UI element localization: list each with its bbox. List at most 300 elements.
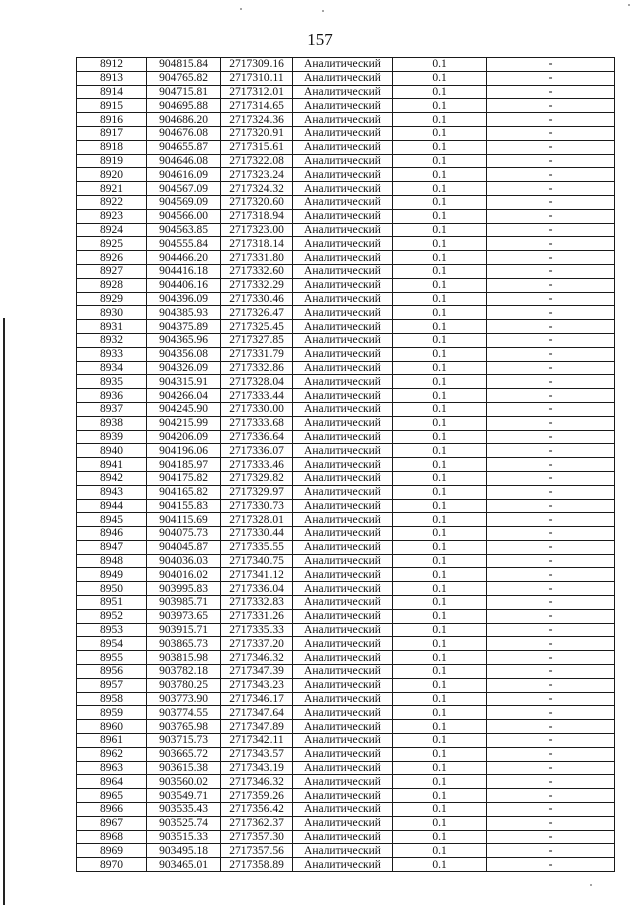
- method-cell: Аналитический: [293, 499, 393, 513]
- table-row: [77, 126, 615, 140]
- x-coordinate-cell: 904045.87: [147, 540, 221, 554]
- note-cell: -: [487, 651, 615, 665]
- x-coordinate-cell: 904616.09: [147, 168, 221, 182]
- table-row: [77, 761, 615, 775]
- note-cell: -: [487, 637, 615, 651]
- table-row: [77, 651, 615, 665]
- table-row: [77, 168, 615, 182]
- table-row: [77, 471, 615, 485]
- x-coordinate-cell: 904075.73: [147, 527, 221, 541]
- x-coordinate-cell: 903782.18: [147, 665, 221, 679]
- error-cell: 0.1: [393, 306, 487, 320]
- note-cell: -: [487, 609, 615, 623]
- y-coordinate-cell: 2717347.64: [221, 706, 293, 720]
- point-number-cell: 8927: [77, 264, 147, 278]
- error-cell: 0.1: [393, 113, 487, 127]
- method-cell: Аналитический: [293, 99, 393, 113]
- method-cell: Аналитический: [293, 582, 393, 596]
- note-cell: -: [487, 140, 615, 154]
- table-row: [77, 444, 615, 458]
- method-cell: Аналитический: [293, 195, 393, 209]
- table-row: [77, 99, 615, 113]
- error-cell: 0.1: [393, 320, 487, 334]
- y-coordinate-cell: 2717328.01: [221, 513, 293, 527]
- x-coordinate-cell: 903765.98: [147, 720, 221, 734]
- error-cell: 0.1: [393, 609, 487, 623]
- method-cell: Аналитический: [293, 140, 393, 154]
- method-cell: Аналитический: [293, 554, 393, 568]
- method-cell: Аналитический: [293, 775, 393, 789]
- method-cell: Аналитический: [293, 85, 393, 99]
- x-coordinate-cell: 903815.98: [147, 651, 221, 665]
- note-cell: -: [487, 747, 615, 761]
- error-cell: 0.1: [393, 499, 487, 513]
- method-cell: Аналитический: [293, 237, 393, 251]
- x-coordinate-cell: 903615.38: [147, 761, 221, 775]
- error-cell: 0.1: [393, 830, 487, 844]
- x-coordinate-cell: 904115.69: [147, 513, 221, 527]
- y-coordinate-cell: 2717347.39: [221, 665, 293, 679]
- error-cell: 0.1: [393, 402, 487, 416]
- error-cell: 0.1: [393, 71, 487, 85]
- error-cell: 0.1: [393, 223, 487, 237]
- x-coordinate-cell: 904396.09: [147, 292, 221, 306]
- point-number-cell: 8961: [77, 734, 147, 748]
- y-coordinate-cell: 2717328.04: [221, 375, 293, 389]
- note-cell: -: [487, 71, 615, 85]
- method-cell: Аналитический: [293, 623, 393, 637]
- point-number-cell: 8917: [77, 126, 147, 140]
- note-cell: -: [487, 761, 615, 775]
- method-cell: Аналитический: [293, 209, 393, 223]
- y-coordinate-cell: 2717327.85: [221, 333, 293, 347]
- x-coordinate-cell: 903774.55: [147, 706, 221, 720]
- note-cell: -: [487, 720, 615, 734]
- error-cell: 0.1: [393, 789, 487, 803]
- note-cell: -: [487, 513, 615, 527]
- x-coordinate-cell: 903780.25: [147, 678, 221, 692]
- y-coordinate-cell: 2717333.68: [221, 416, 293, 430]
- error-cell: 0.1: [393, 637, 487, 651]
- page-number: 157: [307, 30, 333, 49]
- method-cell: Аналитический: [293, 678, 393, 692]
- error-cell: 0.1: [393, 747, 487, 761]
- x-coordinate-cell: 904165.82: [147, 485, 221, 499]
- table-row: [77, 789, 615, 803]
- error-cell: 0.1: [393, 140, 487, 154]
- method-cell: Аналитический: [293, 278, 393, 292]
- table-row: [77, 747, 615, 761]
- table-row: [77, 113, 615, 127]
- error-cell: 0.1: [393, 126, 487, 140]
- error-cell: 0.1: [393, 761, 487, 775]
- x-coordinate-cell: 903495.18: [147, 844, 221, 858]
- method-cell: Аналитический: [293, 513, 393, 527]
- table-row: [77, 816, 615, 830]
- y-coordinate-cell: 2717330.46: [221, 292, 293, 306]
- table-row: [77, 540, 615, 554]
- y-coordinate-cell: 2717329.97: [221, 485, 293, 499]
- table-row: [77, 430, 615, 444]
- note-cell: -: [487, 444, 615, 458]
- table-row: [77, 499, 615, 513]
- table-row: [77, 692, 615, 706]
- point-number-cell: 8956: [77, 665, 147, 679]
- method-cell: Аналитический: [293, 320, 393, 334]
- y-coordinate-cell: 2717309.16: [221, 58, 293, 72]
- error-cell: 0.1: [393, 665, 487, 679]
- point-number-cell: 8963: [77, 761, 147, 775]
- point-number-cell: 8947: [77, 540, 147, 554]
- table-row: [77, 402, 615, 416]
- point-number-cell: 8952: [77, 609, 147, 623]
- table-row: [77, 347, 615, 361]
- x-coordinate-cell: 904563.85: [147, 223, 221, 237]
- scan-margin-bar: [3, 318, 5, 905]
- note-cell: -: [487, 195, 615, 209]
- table-row: [77, 554, 615, 568]
- error-cell: 0.1: [393, 58, 487, 72]
- y-coordinate-cell: 2717330.00: [221, 402, 293, 416]
- y-coordinate-cell: 2717310.11: [221, 71, 293, 85]
- x-coordinate-cell: 903865.73: [147, 637, 221, 651]
- table-row: [77, 458, 615, 472]
- note-cell: -: [487, 264, 615, 278]
- table-row: [77, 85, 615, 99]
- table-row: [77, 858, 615, 872]
- x-coordinate-cell: 904375.89: [147, 320, 221, 334]
- y-coordinate-cell: 2717333.46: [221, 458, 293, 472]
- note-cell: -: [487, 706, 615, 720]
- error-cell: 0.1: [393, 168, 487, 182]
- error-cell: 0.1: [393, 720, 487, 734]
- y-coordinate-cell: 2717356.42: [221, 803, 293, 817]
- error-cell: 0.1: [393, 554, 487, 568]
- point-number-cell: 8969: [77, 844, 147, 858]
- x-coordinate-cell: 904566.00: [147, 209, 221, 223]
- x-coordinate-cell: 903515.33: [147, 830, 221, 844]
- note-cell: -: [487, 223, 615, 237]
- point-number-cell: 8920: [77, 168, 147, 182]
- y-coordinate-cell: 2717326.47: [221, 306, 293, 320]
- method-cell: Аналитический: [293, 596, 393, 610]
- note-cell: -: [487, 554, 615, 568]
- y-coordinate-cell: 2717312.01: [221, 85, 293, 99]
- y-coordinate-cell: 2717343.57: [221, 747, 293, 761]
- error-cell: 0.1: [393, 458, 487, 472]
- error-cell: 0.1: [393, 416, 487, 430]
- note-cell: -: [487, 333, 615, 347]
- table-row: [77, 830, 615, 844]
- x-coordinate-cell: 904365.96: [147, 333, 221, 347]
- y-coordinate-cell: 2717332.86: [221, 361, 293, 375]
- method-cell: Аналитический: [293, 844, 393, 858]
- y-coordinate-cell: 2717324.36: [221, 113, 293, 127]
- x-coordinate-cell: 904385.93: [147, 306, 221, 320]
- method-cell: Аналитический: [293, 692, 393, 706]
- point-number-cell: 8951: [77, 596, 147, 610]
- method-cell: Аналитический: [293, 609, 393, 623]
- method-cell: Аналитический: [293, 803, 393, 817]
- method-cell: Аналитический: [293, 402, 393, 416]
- table-row: [77, 278, 615, 292]
- point-number-cell: 8949: [77, 568, 147, 582]
- table-row: [77, 416, 615, 430]
- x-coordinate-cell: 904815.84: [147, 58, 221, 72]
- table-row: [77, 223, 615, 237]
- note-cell: -: [487, 126, 615, 140]
- error-cell: 0.1: [393, 154, 487, 168]
- error-cell: 0.1: [393, 375, 487, 389]
- table-row: [77, 195, 615, 209]
- x-coordinate-cell: 903525.74: [147, 816, 221, 830]
- error-cell: 0.1: [393, 471, 487, 485]
- x-coordinate-cell: 903915.71: [147, 623, 221, 637]
- table-row: [77, 361, 615, 375]
- point-number-cell: 8948: [77, 554, 147, 568]
- y-coordinate-cell: 2717332.60: [221, 264, 293, 278]
- x-coordinate-cell: 904206.09: [147, 430, 221, 444]
- x-coordinate-cell: 904406.16: [147, 278, 221, 292]
- method-cell: Аналитический: [293, 113, 393, 127]
- y-coordinate-cell: 2717346.17: [221, 692, 293, 706]
- y-coordinate-cell: 2717330.44: [221, 527, 293, 541]
- point-number-cell: 8957: [77, 678, 147, 692]
- error-cell: 0.1: [393, 85, 487, 99]
- x-coordinate-cell: 904215.99: [147, 416, 221, 430]
- scan-speck: [322, 10, 324, 12]
- y-coordinate-cell: 2717323.00: [221, 223, 293, 237]
- note-cell: -: [487, 402, 615, 416]
- note-cell: -: [487, 416, 615, 430]
- x-coordinate-cell: 904315.91: [147, 375, 221, 389]
- error-cell: 0.1: [393, 527, 487, 541]
- coordinates-table: [76, 57, 615, 872]
- note-cell: -: [487, 596, 615, 610]
- x-coordinate-cell: 904356.08: [147, 347, 221, 361]
- error-cell: 0.1: [393, 251, 487, 265]
- table-row: [77, 706, 615, 720]
- error-cell: 0.1: [393, 237, 487, 251]
- point-number-cell: 8933: [77, 347, 147, 361]
- method-cell: Аналитический: [293, 830, 393, 844]
- error-cell: 0.1: [393, 582, 487, 596]
- point-number-cell: 8914: [77, 85, 147, 99]
- point-number-cell: 8950: [77, 582, 147, 596]
- table-row: [77, 306, 615, 320]
- point-number-cell: 8970: [77, 858, 147, 872]
- note-cell: -: [487, 803, 615, 817]
- y-coordinate-cell: 2717336.64: [221, 430, 293, 444]
- x-coordinate-cell: 904175.82: [147, 471, 221, 485]
- y-coordinate-cell: 2717325.45: [221, 320, 293, 334]
- table-row: [77, 637, 615, 651]
- y-coordinate-cell: 2717337.20: [221, 637, 293, 651]
- y-coordinate-cell: 2717331.80: [221, 251, 293, 265]
- x-coordinate-cell: 904569.09: [147, 195, 221, 209]
- y-coordinate-cell: 2717357.56: [221, 844, 293, 858]
- table-row: [77, 182, 615, 196]
- note-cell: -: [487, 678, 615, 692]
- x-coordinate-cell: 904646.08: [147, 154, 221, 168]
- method-cell: Аналитический: [293, 361, 393, 375]
- error-cell: 0.1: [393, 692, 487, 706]
- y-coordinate-cell: 2717335.33: [221, 623, 293, 637]
- y-coordinate-cell: 2717320.60: [221, 195, 293, 209]
- error-cell: 0.1: [393, 333, 487, 347]
- y-coordinate-cell: 2717336.07: [221, 444, 293, 458]
- note-cell: -: [487, 499, 615, 513]
- method-cell: Аналитический: [293, 430, 393, 444]
- note-cell: -: [487, 389, 615, 403]
- error-cell: 0.1: [393, 292, 487, 306]
- y-coordinate-cell: 2717341.12: [221, 568, 293, 582]
- note-cell: -: [487, 99, 615, 113]
- error-cell: 0.1: [393, 513, 487, 527]
- note-cell: -: [487, 430, 615, 444]
- x-coordinate-cell: 903465.01: [147, 858, 221, 872]
- x-coordinate-cell: 904016.02: [147, 568, 221, 582]
- error-cell: 0.1: [393, 844, 487, 858]
- note-cell: -: [487, 182, 615, 196]
- note-cell: -: [487, 306, 615, 320]
- y-coordinate-cell: 2717323.24: [221, 168, 293, 182]
- point-number-cell: 8968: [77, 830, 147, 844]
- table-row: [77, 320, 615, 334]
- x-coordinate-cell: 904567.09: [147, 182, 221, 196]
- table-row: [77, 720, 615, 734]
- note-cell: -: [487, 237, 615, 251]
- method-cell: Аналитический: [293, 471, 393, 485]
- method-cell: Аналитический: [293, 458, 393, 472]
- method-cell: Аналитический: [293, 444, 393, 458]
- table-row: [77, 775, 615, 789]
- x-coordinate-cell: 904196.06: [147, 444, 221, 458]
- coordinates-table-body: [77, 58, 615, 872]
- y-coordinate-cell: 2717332.29: [221, 278, 293, 292]
- point-number-cell: 8932: [77, 333, 147, 347]
- scan-speck: [590, 884, 592, 886]
- point-number-cell: 8913: [77, 71, 147, 85]
- point-number-cell: 8929: [77, 292, 147, 306]
- method-cell: Аналитический: [293, 720, 393, 734]
- error-cell: 0.1: [393, 596, 487, 610]
- x-coordinate-cell: 903995.83: [147, 582, 221, 596]
- table-row: [77, 389, 615, 403]
- point-number-cell: 8915: [77, 99, 147, 113]
- note-cell: -: [487, 58, 615, 72]
- y-coordinate-cell: 2717362.37: [221, 816, 293, 830]
- point-number-cell: 8919: [77, 154, 147, 168]
- table-row: [77, 665, 615, 679]
- note-cell: -: [487, 582, 615, 596]
- table-row: [77, 292, 615, 306]
- x-coordinate-cell: 904466.20: [147, 251, 221, 265]
- point-number-cell: 8944: [77, 499, 147, 513]
- table-row: [77, 582, 615, 596]
- error-cell: 0.1: [393, 734, 487, 748]
- method-cell: Аналитический: [293, 306, 393, 320]
- point-number-cell: 8934: [77, 361, 147, 375]
- point-number-cell: 8946: [77, 527, 147, 541]
- note-cell: -: [487, 113, 615, 127]
- point-number-cell: 8959: [77, 706, 147, 720]
- table-row: [77, 209, 615, 223]
- table-row: [77, 609, 615, 623]
- method-cell: Аналитический: [293, 71, 393, 85]
- point-number-cell: 8954: [77, 637, 147, 651]
- x-coordinate-cell: 904695.88: [147, 99, 221, 113]
- error-cell: 0.1: [393, 209, 487, 223]
- point-number-cell: 8937: [77, 402, 147, 416]
- y-coordinate-cell: 2717320.91: [221, 126, 293, 140]
- point-number-cell: 8925: [77, 237, 147, 251]
- method-cell: Аналитический: [293, 540, 393, 554]
- point-number-cell: 8939: [77, 430, 147, 444]
- note-cell: -: [487, 527, 615, 541]
- y-coordinate-cell: 2717330.73: [221, 499, 293, 513]
- y-coordinate-cell: 2717331.79: [221, 347, 293, 361]
- table-row: [77, 803, 615, 817]
- x-coordinate-cell: 904416.18: [147, 264, 221, 278]
- method-cell: Аналитический: [293, 858, 393, 872]
- y-coordinate-cell: 2717322.08: [221, 154, 293, 168]
- table-row: [77, 333, 615, 347]
- x-coordinate-cell: 903665.72: [147, 747, 221, 761]
- method-cell: Аналитический: [293, 168, 393, 182]
- error-cell: 0.1: [393, 623, 487, 637]
- note-cell: -: [487, 858, 615, 872]
- point-number-cell: 8924: [77, 223, 147, 237]
- error-cell: 0.1: [393, 430, 487, 444]
- y-coordinate-cell: 2717315.61: [221, 140, 293, 154]
- x-coordinate-cell: 903715.73: [147, 734, 221, 748]
- error-cell: 0.1: [393, 568, 487, 582]
- point-number-cell: 8935: [77, 375, 147, 389]
- point-number-cell: 8921: [77, 182, 147, 196]
- table-row: [77, 513, 615, 527]
- x-coordinate-cell: 904676.08: [147, 126, 221, 140]
- y-coordinate-cell: 2717359.26: [221, 789, 293, 803]
- table-row: [77, 58, 615, 72]
- point-number-cell: 8923: [77, 209, 147, 223]
- table-row: [77, 485, 615, 499]
- table-row: [77, 237, 615, 251]
- point-number-cell: 8940: [77, 444, 147, 458]
- note-cell: -: [487, 830, 615, 844]
- method-cell: Аналитический: [293, 651, 393, 665]
- table-row: [77, 251, 615, 265]
- point-number-cell: 8930: [77, 306, 147, 320]
- table-row: [77, 154, 615, 168]
- table-row: [77, 678, 615, 692]
- y-coordinate-cell: 2717318.14: [221, 237, 293, 251]
- y-coordinate-cell: 2717336.04: [221, 582, 293, 596]
- note-cell: -: [487, 85, 615, 99]
- point-number-cell: 8918: [77, 140, 147, 154]
- method-cell: Аналитический: [293, 126, 393, 140]
- error-cell: 0.1: [393, 347, 487, 361]
- x-coordinate-cell: 903535.43: [147, 803, 221, 817]
- note-cell: -: [487, 775, 615, 789]
- x-coordinate-cell: 903549.71: [147, 789, 221, 803]
- error-cell: 0.1: [393, 361, 487, 375]
- error-cell: 0.1: [393, 651, 487, 665]
- error-cell: 0.1: [393, 485, 487, 499]
- error-cell: 0.1: [393, 803, 487, 817]
- y-coordinate-cell: 2717343.19: [221, 761, 293, 775]
- method-cell: Аналитический: [293, 333, 393, 347]
